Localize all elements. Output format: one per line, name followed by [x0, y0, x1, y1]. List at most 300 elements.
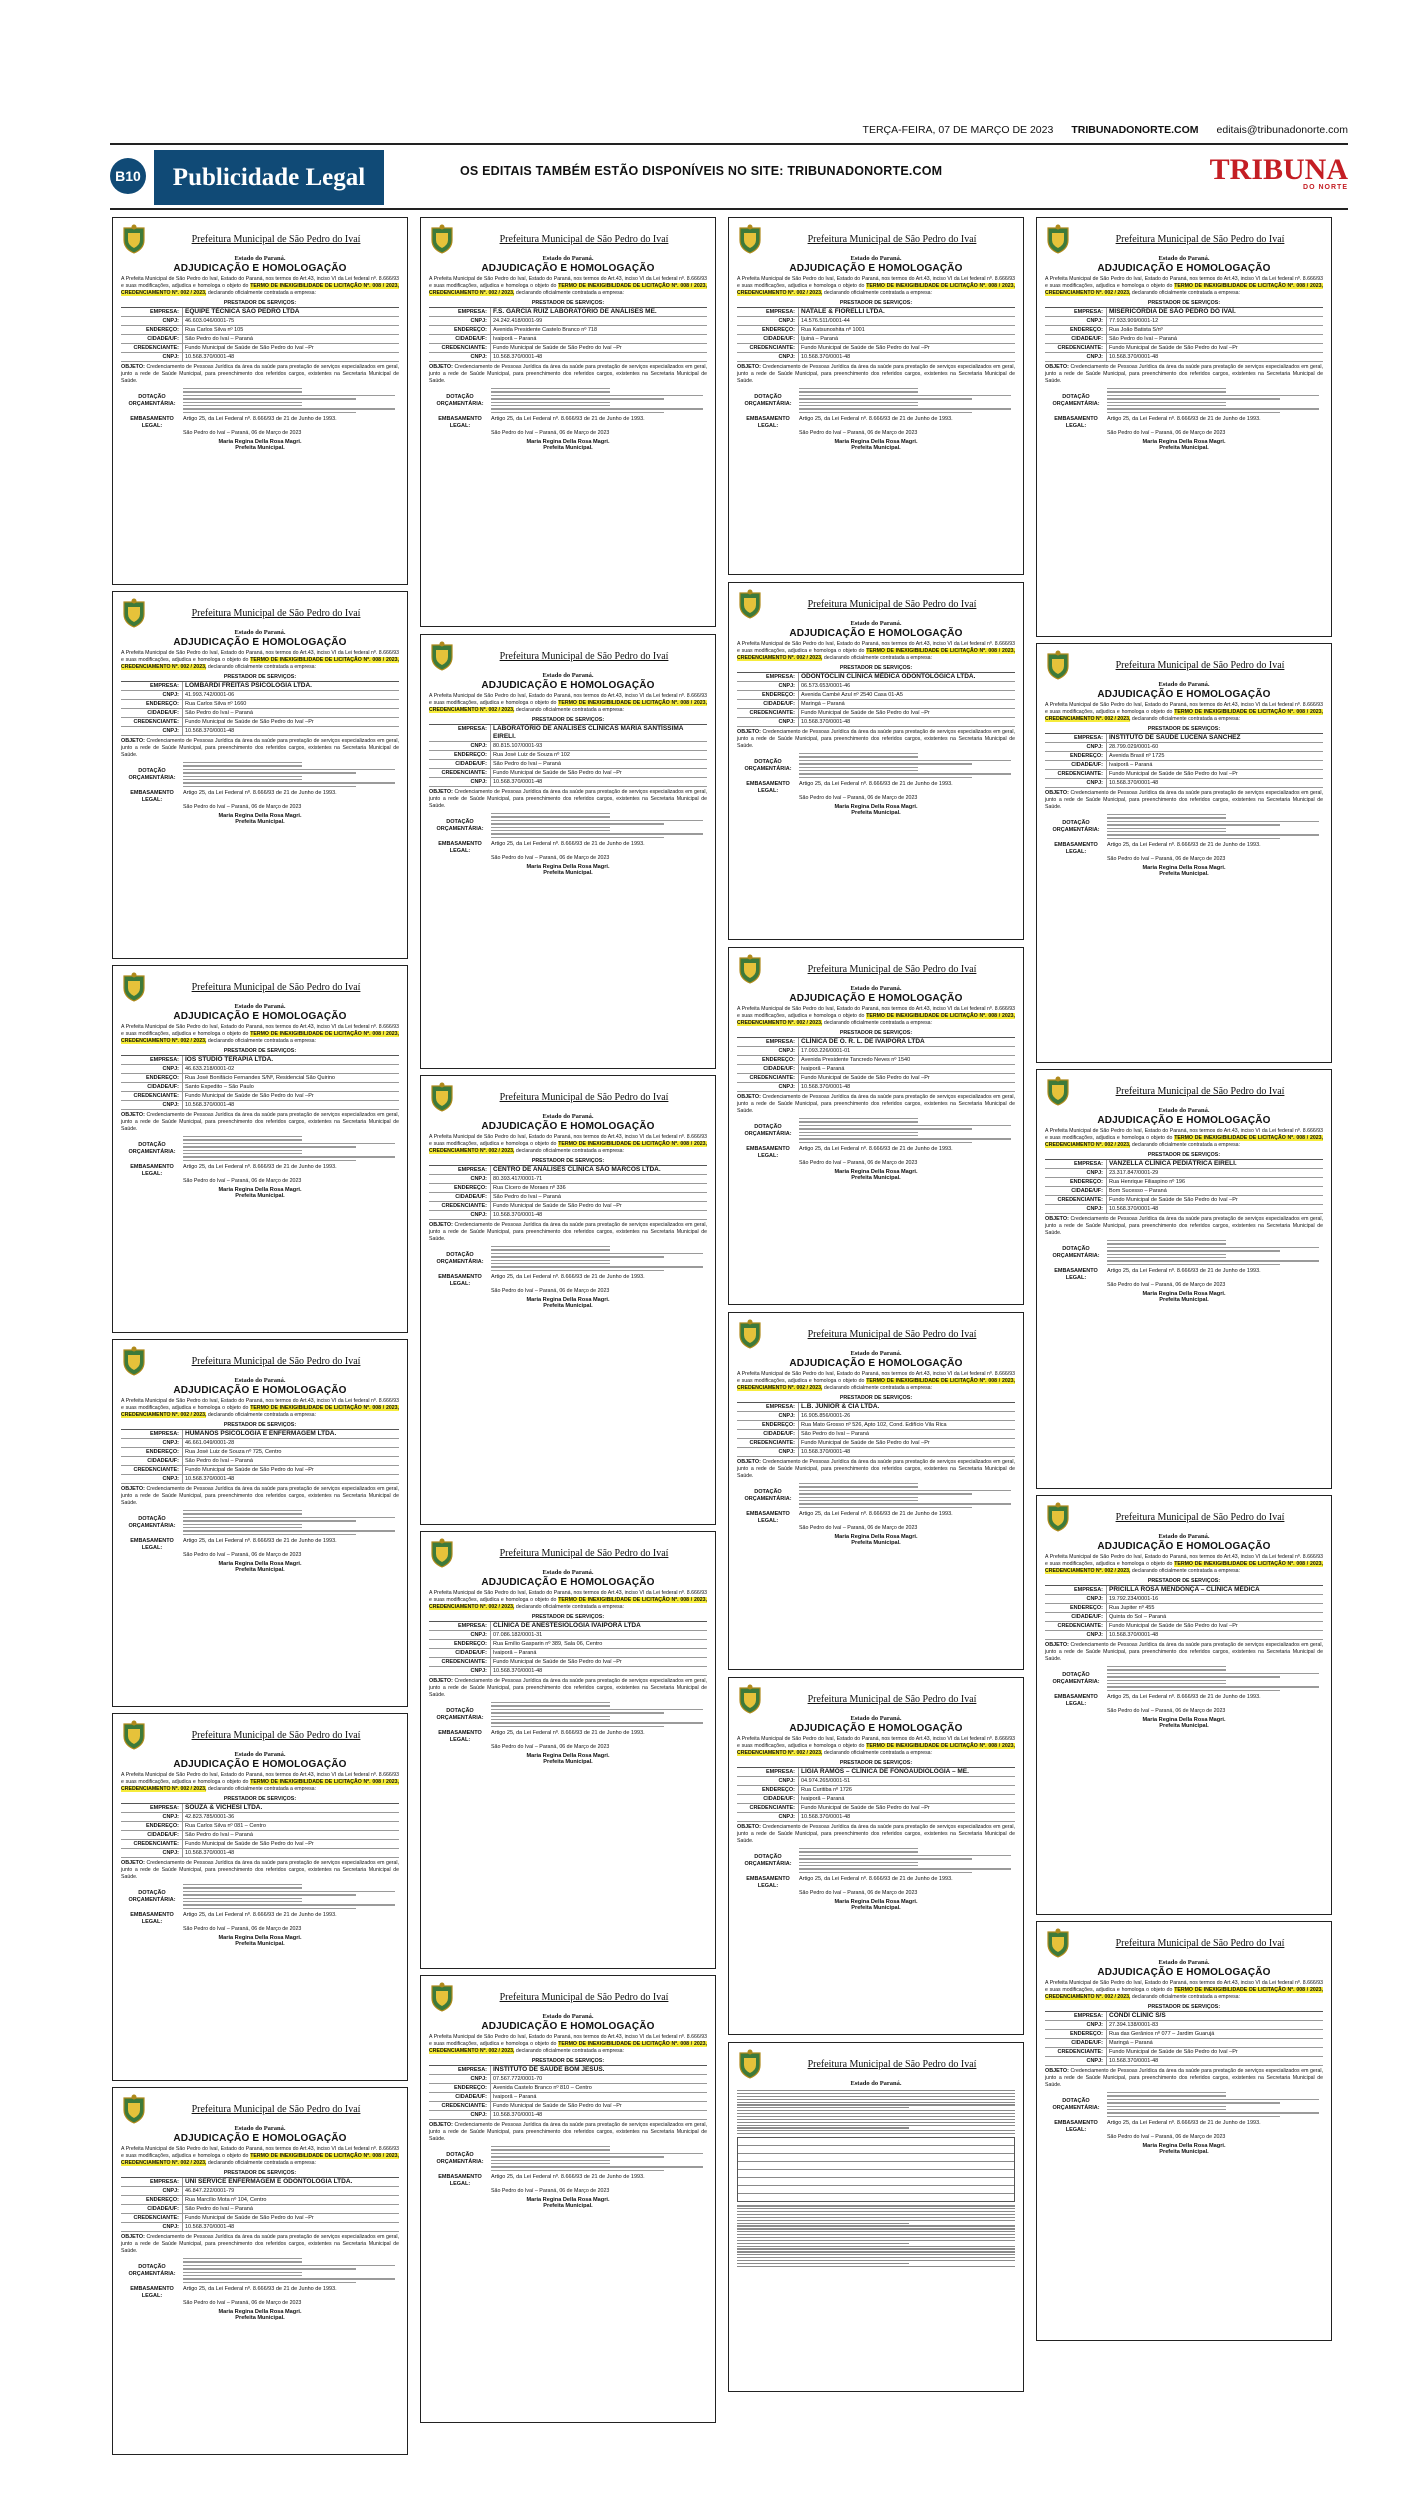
- notice-credenciante-cnpj: 10.568.370/0001-48: [799, 718, 1015, 727]
- notice-signer: Maria Regina Della Rosa Magri.: [218, 1561, 302, 1568]
- notice-address: Rua Marcílio Mota nº 104, Centro: [183, 2196, 399, 2205]
- notice-details: EMPRESA: CLÍNICA DE ANESTESIOLOGIA IVAIPORÃ LTDA CNPJ: 07.086.182/0001-31 ENDEREÇO: Rua Emílio Gasparin nº 389, Sala 06, Centro CIDADE/UF: Ivaiporã – Paraná CREDENCIANTE: Fundo Municipal de Saúde de São Pedro do Ivaí –Pr CNPJ: 10.568.370/0001-48: [429, 1621, 707, 1676]
- notice-box-extract: [728, 2042, 1024, 2392]
- notice-company: CLÍNICA DE ANESTESIOLOGIA IVAIPORÃ LTDA: [491, 1622, 707, 1631]
- notice-intro: A Prefeita Municipal de São Pedro do Ivaí, Estado do Paraná, nos termos do Art.43, inciso VI da Lei federal nº. 8.666/93 e suas modificações, adjudica e homologa o objeto do TERMO DE INEXIGIBILIDADE DE LICITAÇÃO Nº. 008 / 2023, CREDENCIAMENTO Nº. 002 / 2023, declarando oficialmente contratada a empresa:: [429, 1590, 707, 1610]
- notice-details: EMPRESA: LABORATÓRIO DE ANÁLISES CLÍNICAS MARIA SANTÍSSIMA EIRELI. CNPJ: 80.815.107/0001-93 ENDEREÇO: Rua José Luiz de Souza nº 102 CIDADE/UF: São Pedro do Ivaí – Paraná CREDENCIANTE: Fundo Municipal de Saúde de São Pedro do Ivaí –Pr CNPJ: 10.568.370/0001-48: [429, 724, 707, 787]
- notice-cnpj: 23.317.847/0001-29: [1107, 1169, 1323, 1178]
- notice-budget: DOTAÇÃO ORÇAMENTÁRIA:: [121, 1883, 399, 1910]
- notice-legal-basis: EMBASAMENTO LEGAL: Artigo 25, da Lei Federal nº. 8.666/93 de 21 de Junho de 1993.: [438, 416, 645, 430]
- notice-signer-role: Prefeita Municipal.: [851, 1905, 901, 1912]
- notice-legal-basis: EMBASAMENTO LEGAL: Artigo 25, da Lei Federal nº. 8.666/93 de 21 de Junho de 1993.: [746, 1876, 953, 1890]
- notice-box: [728, 947, 1024, 1305]
- notice-details: EMPRESA: INSTITUTO DE SAÚDE LUCENA SANCHEZ CNPJ: 28.799.029/0001-60 ENDEREÇO: Avenida Brasil nº 1725 CIDADE/UF: Ivaiporã – Paraná CREDENCIANTE: Fundo Municipal de Saúde de São Pedro do Ivaí –Pr CNPJ: 10.568.370/0001-48: [1045, 733, 1323, 788]
- notice-address: Rua das Gerânios nº 077 – Jardim Guarujá: [1107, 2030, 1323, 2039]
- notice-state: Estado do Paraná.: [850, 985, 902, 992]
- notice-prestador-label: PRESTADOR DE SERVIÇOS:: [839, 1395, 913, 1401]
- notice-credenciante-cnpj: 10.568.370/0001-48: [1107, 779, 1323, 788]
- notice-details: EMPRESA: IOS STUDIO TERAPIA LTDA. CNPJ: 46.633.218/0001-02 ENDEREÇO: Rua José Bonifácio Fernandes S/Nº, Residencial São Quirino CIDADE/UF: Santo Expedito – São Paulo CREDENCIANTE: Fundo Municipal de Saúde de São Pedro do Ivaí –Pr CNPJ: 10.568.370/0001-48: [121, 1055, 399, 1110]
- notice-company: SOUZA & VICHESI LTDA.: [183, 1804, 399, 1813]
- notice-title: ADJUDICAÇÃO E HOMOLOGAÇÃO: [789, 1723, 963, 1734]
- notice-prestador-label: PRESTADOR DE SERVIÇOS:: [223, 2170, 297, 2176]
- notice-box: [1036, 1921, 1332, 2341]
- municipal-crest-icon: [737, 2049, 763, 2079]
- notice-signer-role: Prefeita Municipal.: [851, 1175, 901, 1182]
- notice-municipality: Prefeitura Municipal de São Pedro do Ivaí: [191, 981, 361, 993]
- notice-budget: DOTAÇÃO ORÇAMENTÁRIA:: [737, 1847, 1015, 1874]
- notice-place-date: São Pedro do Ivaí – Paraná, 06 de Março de 2023: [491, 2188, 610, 2195]
- notice-credenciante: Fundo Municipal de Saúde de São Pedro do Ivaí –Pr: [799, 709, 1015, 718]
- notice-city: Maringá – Paraná: [799, 700, 1015, 709]
- notice-state: Estado do Paraná.: [850, 255, 902, 262]
- notice-signer: Maria Regina Della Rosa Magri.: [218, 813, 302, 820]
- notice-signer-role: Prefeita Municipal.: [235, 1193, 285, 1200]
- notice-address: Rua Curitiba nº 1726: [799, 1786, 1015, 1795]
- notice-place-date: São Pedro do Ivaí – Paraná, 06 de Março de 2023: [183, 804, 302, 811]
- notice-title: ADJUDICAÇÃO E HOMOLOGAÇÃO: [173, 637, 347, 648]
- notice-city: Ivaiporã – Paraná: [491, 2093, 707, 2102]
- notice-state: Estado do Paraná.: [850, 2080, 902, 2087]
- notice-term-highlight: TERMO DE INEXIGIBILIDADE DE LICITAÇÃO Nº. 008 / 2023, CREDENCIAMENTO Nº. 002 / 2023,: [1045, 283, 1323, 296]
- notice-city: Quinta do Sol – Paraná: [1107, 1613, 1323, 1622]
- notice-cnpj: 07.567.772/0001-70: [491, 2075, 707, 2084]
- notice-budget: DOTAÇÃO ORÇAMENTÁRIA:: [737, 1117, 1015, 1144]
- notice-city: Ivaiporã – Paraná: [1107, 761, 1323, 770]
- notice-box: [1036, 1495, 1332, 1915]
- notice-budget: DOTAÇÃO ORÇAMENTÁRIA:: [429, 1245, 707, 1272]
- notice-title: ADJUDICAÇÃO E HOMOLOGAÇÃO: [789, 628, 963, 639]
- notice-municipality: Prefeitura Municipal de São Pedro do Ivaí: [499, 233, 669, 245]
- notice-cnpj: 77.933.909/0001-12: [1107, 317, 1323, 326]
- notice-title: ADJUDICAÇÃO E HOMOLOGAÇÃO: [1097, 1967, 1271, 1978]
- notice-municipality: Prefeitura Municipal de São Pedro do Ivaí: [499, 1091, 669, 1103]
- notice-credenciante-cnpj: 10.568.370/0001-48: [491, 1667, 707, 1676]
- notice-term-highlight: TERMO DE INEXIGIBILIDADE DE LICITAÇÃO Nº. 008 / 2023, CREDENCIAMENTO Nº. 002 / 2023,: [737, 1743, 1015, 1756]
- notice-credenciante-cnpj: 10.568.370/0001-48: [183, 727, 399, 736]
- notice-company: MISERICÓRDIA DE SÃO PEDRO DO IVAÍ.: [1107, 308, 1323, 317]
- notice-title: ADJUDICAÇÃO E HOMOLOGAÇÃO: [173, 1011, 347, 1022]
- notice-state: Estado do Paraná.: [234, 2125, 286, 2132]
- notice-title: ADJUDICAÇÃO E HOMOLOGAÇÃO: [789, 1358, 963, 1369]
- municipal-crest-icon: [121, 2094, 147, 2124]
- notice-prestador-label: PRESTADOR DE SERVIÇOS:: [223, 1796, 297, 1802]
- notice-place-date: São Pedro do Ivaí – Paraná, 06 de Março de 2023: [183, 1926, 302, 1933]
- notice-city: São Pedro do Ivaí – Paraná: [799, 1430, 1015, 1439]
- notice-details: EMPRESA: CONDI CLINIC S/S CNPJ: 27.394.138/0001-83 ENDEREÇO: Rua das Gerânios nº 077 – Jardim Guarujá CIDADE/UF: Maringá – Paraná CREDENCIANTE: Fundo Municipal de Saúde de São Pedro do Ivaí –Pr CNPJ: 10.568.370/0001-48: [1045, 2011, 1323, 2066]
- notice-municipality: Prefeitura Municipal de São Pedro do Ivaí: [191, 1355, 361, 1367]
- notice-credenciante-cnpj: 10.568.370/0001-48: [183, 1849, 399, 1858]
- notice-state: Estado do Paraná.: [234, 629, 286, 636]
- notice-title: ADJUDICAÇÃO E HOMOLOGAÇÃO: [1097, 1541, 1271, 1552]
- notice-intro: A Prefeita Municipal de São Pedro do Ivaí, Estado do Paraná, nos termos do Art.43, inciso VI da Lei federal nº. 8.666/93 e suas modificações, adjudica e homologa o objeto do TERMO DE INEXIGIBILIDADE DE LICITAÇÃO Nº. 008 / 2023, CREDENCIAMENTO Nº. 002 / 2023, declarando oficialmente contratada a empresa:: [121, 650, 399, 670]
- notice-company: IOS STUDIO TERAPIA LTDA.: [183, 1056, 399, 1065]
- notice-credenciante-cnpj: 10.568.370/0001-48: [1107, 353, 1323, 362]
- notice-details: EMPRESA: F.S. GARCIA RUIZ LABORATÓRIO DE ANÁLISES ME. CNPJ: 24.242.418/0001-99 ENDEREÇO: Avenida Presidente Castelo Branco nº 718 CIDADE/UF: Ivaiporã – Paraná CREDENCIANTE: Fundo Municipal de Saúde de São Pedro do Ivaí –Pr CNPJ: 10.568.370/0001-48: [429, 307, 707, 362]
- notice-state: Estado do Paraná.: [542, 2013, 594, 2020]
- notice-title: ADJUDICAÇÃO E HOMOLOGAÇÃO: [481, 2021, 655, 2032]
- notice-signer: Maria Regina Della Rosa Magri.: [1142, 865, 1226, 872]
- municipal-crest-icon: [121, 972, 147, 1002]
- notice-cnpj: 16.905.856/0001-26: [799, 1412, 1015, 1421]
- notice-municipality: Prefeitura Municipal de São Pedro do Ivaí: [1115, 659, 1285, 671]
- logo-sub: DO NORTE: [1303, 184, 1348, 191]
- notice-signer-role: Prefeita Municipal.: [543, 1303, 593, 1310]
- notice-cnpj: 17.093.226/0001-01: [799, 1047, 1015, 1056]
- notice-signer: Maria Regina Della Rosa Magri.: [1142, 1291, 1226, 1298]
- notice-credenciante: Fundo Municipal de Saúde de São Pedro do Ivaí –Pr: [491, 1202, 707, 1211]
- notice-municipality: Prefeitura Municipal de São Pedro do Ivaí: [1115, 1511, 1285, 1523]
- notice-legal-basis: EMBASAMENTO LEGAL: Artigo 25, da Lei Federal nº. 8.666/93 de 21 de Junho de 1993.: [746, 1146, 953, 1160]
- notice-address: Avenida Castelo Branco nº 810 – Centro: [491, 2084, 707, 2093]
- municipal-crest-icon: [1045, 1502, 1071, 1532]
- notice-credenciante-cnpj: 10.568.370/0001-48: [491, 353, 707, 362]
- notice-signer: Maria Regina Della Rosa Magri.: [1142, 2143, 1226, 2150]
- notice-address: Rua José Luiz de Souza nº 725, Centro: [183, 1448, 399, 1457]
- notice-city: Maringá – Paraná: [1107, 2039, 1323, 2048]
- notice-budget: DOTAÇÃO ORÇAMENTÁRIA:: [429, 1701, 707, 1728]
- notice-municipality: Prefeitura Municipal de São Pedro do Ivaí: [1115, 1937, 1285, 1949]
- notice-place-date: São Pedro do Ivaí – Paraná, 06 de Março de 2023: [1107, 2134, 1226, 2141]
- notice-object: OBJETO: Credenciamento de Pessoas Jurídica da área da saúde para prestação de serviços especializados em geral, junto a rede de Saúde Municipal, para preenchimento dos referidos cargos, existentes na Secretaria Municipal de Saúde.: [1045, 364, 1323, 384]
- page-number: B10: [110, 158, 146, 194]
- notice-budget: DOTAÇÃO ORÇAMENTÁRIA:: [121, 387, 399, 414]
- notice-title: ADJUDICAÇÃO E HOMOLOGAÇÃO: [173, 1759, 347, 1770]
- notice-details: EMPRESA: MISERICÓRDIA DE SÃO PEDRO DO IVAÍ. CNPJ: 77.933.909/0001-12 ENDEREÇO: Rua João Batista S/nº CIDADE/UF: São Pedro do Ivaí – Paraná CREDENCIANTE: Fundo Municipal de Saúde de São Pedro do Ivaí –Pr CNPJ: 10.568.370/0001-48: [1045, 307, 1323, 362]
- notice-box: [112, 1713, 408, 2081]
- notice-signer-role: Prefeita Municipal.: [1159, 1297, 1209, 1304]
- notice-intro: A Prefeita Municipal de São Pedro do Ivaí, Estado do Paraná, nos termos do Art.43, inciso VI da Lei federal nº. 8.666/93 e suas modificações, adjudica e homologa o objeto do TERMO DE INEXIGIBILIDADE DE LICITAÇÃO Nº. 008 / 2023, CREDENCIAMENTO Nº. 002 / 2023, declarando oficialmente contratada a empresa:: [1045, 1554, 1323, 1574]
- notice-cnpj: 04.974.265/0001-51: [799, 1777, 1015, 1786]
- notice-legal-basis: EMBASAMENTO LEGAL: Artigo 25, da Lei Federal nº. 8.666/93 de 21 de Junho de 1993.: [438, 1274, 645, 1288]
- notice-legal-basis: EMBASAMENTO LEGAL: Artigo 25, da Lei Federal nº. 8.666/93 de 21 de Junho de 1993.: [1054, 1268, 1261, 1282]
- notice-city: São Pedro do Ivaí – Paraná: [491, 1193, 707, 1202]
- notice-company: LABORATÓRIO DE ANÁLISES CLÍNICAS MARIA SANTÍSSIMA EIRELI.: [491, 725, 707, 742]
- notice-cnpj: 06.573.653/0001-46: [799, 682, 1015, 691]
- notice-term-highlight: TERMO DE INEXIGIBILIDADE DE LICITAÇÃO Nº. 008 / 2023, CREDENCIAMENTO Nº. 002 / 2023,: [1045, 709, 1323, 722]
- notice-place-date: São Pedro do Ivaí – Paraná, 06 de Março de 2023: [183, 2300, 302, 2307]
- notice-intro: A Prefeita Municipal de São Pedro do Ivaí, Estado do Paraná, nos termos do Art.43, inciso VI da Lei federal nº. 8.666/93 e suas modificações, adjudica e homologa o objeto do TERMO DE INEXIGIBILIDADE DE LICITAÇÃO Nº. 008 / 2023, CREDENCIAMENTO Nº. 002 / 2023, declarando oficialmente contratada a empresa:: [429, 2034, 707, 2054]
- notice-signer: Maria Regina Della Rosa Magri.: [834, 1169, 918, 1176]
- notice-address: Avenida Cambé Azul nº 2540 Casa 01-A5: [799, 691, 1015, 700]
- notice-cnpj: 46.661.049/0001-28: [183, 1439, 399, 1448]
- notice-object: OBJETO: Credenciamento de Pessoas Jurídica da área da saúde para prestação de serviços especializados em geral, junto a rede de Saúde Municipal, para preenchimento dos referidos cargos, existentes na Secretaria Municipal de Saúde.: [737, 364, 1015, 384]
- notice-intro: A Prefeita Municipal de São Pedro do Ivaí, Estado do Paraná, nos termos do Art.43, inciso VI da Lei federal nº. 8.666/93 e suas modificações, adjudica e homologa o objeto do TERMO DE INEXIGIBILIDADE DE LICITAÇÃO Nº. 008 / 2023, CREDENCIAMENTO Nº. 002 / 2023, declarando oficialmente contratada a empresa:: [737, 1371, 1015, 1391]
- notice-credenciante-cnpj: 10.568.370/0001-48: [183, 2223, 399, 2232]
- notice-credenciante: Fundo Municipal de Saúde de São Pedro do Ivaí –Pr: [183, 1466, 399, 1475]
- notice-intro: A Prefeita Municipal de São Pedro do Ivaí, Estado do Paraná, nos termos do Art.43, inciso VI da Lei federal nº. 8.666/93 e suas modificações, adjudica e homologa o objeto do TERMO DE INEXIGIBILIDADE DE LICITAÇÃO Nº. 008 / 2023, CREDENCIAMENTO Nº. 002 / 2023, declarando oficialmente contratada a empresa:: [429, 693, 707, 713]
- notice-company: ODONTOCLIN CLÍNICA MÉDICA ODONTOLÓGICA LTDA.: [799, 673, 1015, 682]
- notice-legal-basis: EMBASAMENTO LEGAL: Artigo 25, da Lei Federal nº. 8.666/93 de 21 de Junho de 1993.: [130, 1912, 337, 1926]
- notice-legal-basis: EMBASAMENTO LEGAL: Artigo 25, da Lei Federal nº. 8.666/93 de 21 de Junho de 1993.: [130, 790, 337, 804]
- notice-title: ADJUDICAÇÃO E HOMOLOGAÇÃO: [789, 993, 963, 1004]
- notice-term-highlight: TERMO DE INEXIGIBILIDADE DE LICITAÇÃO Nº. 008 / 2023, CREDENCIAMENTO Nº. 002 / 2023,: [429, 283, 707, 296]
- notice-budget: DOTAÇÃO ORÇAMENTÁRIA:: [737, 387, 1015, 414]
- municipal-crest-icon: [737, 224, 763, 254]
- notice-legal-basis: EMBASAMENTO LEGAL: Artigo 25, da Lei Federal nº. 8.666/93 de 21 de Junho de 1993.: [130, 1538, 337, 1552]
- notice-signer-role: Prefeita Municipal.: [543, 445, 593, 452]
- notice-budget: DOTAÇÃO ORÇAMENTÁRIA:: [121, 1135, 399, 1162]
- municipal-crest-icon: [737, 1684, 763, 1714]
- notice-box: [420, 1531, 716, 1969]
- notice-object: OBJETO: Credenciamento de Pessoas Jurídica da área da saúde para prestação de serviços especializados em geral, junto a rede de Saúde Municipal, para preenchimento dos referidos cargos, existentes na Secretaria Municipal de Saúde.: [121, 364, 399, 384]
- notice-object: OBJETO: Credenciamento de Pessoas Jurídica da área da saúde para prestação de serviços especializados em geral, junto a rede de Saúde Municipal, para preenchimento dos referidos cargos, existentes na Secretaria Municipal de Saúde.: [429, 1678, 707, 1698]
- municipal-crest-icon: [1045, 224, 1071, 254]
- notice-box: [728, 582, 1024, 940]
- logo-main: TRIBUNA: [1209, 153, 1348, 186]
- notice-credenciante: Fundo Municipal de Saúde de São Pedro do Ivaí –Pr: [183, 1840, 399, 1849]
- notice-municipality: Prefeitura Municipal de São Pedro do Ivaí: [1115, 1085, 1285, 1097]
- notice-budget: DOTAÇÃO ORÇAMENTÁRIA:: [121, 1509, 399, 1536]
- notice-credenciante: Fundo Municipal de Saúde de São Pedro do Ivaí –Pr: [1107, 2048, 1323, 2057]
- notice-place-date: São Pedro do Ivaí – Paraná, 06 de Março de 2023: [1107, 856, 1226, 863]
- notice-box: [112, 217, 408, 585]
- notice-city: São Pedro do Ivaí – Paraná: [183, 335, 399, 344]
- notice-dense-text-2: [737, 2205, 1015, 2267]
- notice-signer-role: Prefeita Municipal.: [235, 1567, 285, 1574]
- notice-cnpj: 19.792.234/0001-16: [1107, 1595, 1323, 1604]
- notice-credenciante-cnpj: 10.568.370/0001-48: [491, 1211, 707, 1220]
- notice-credenciante: Fundo Municipal de Saúde de São Pedro do Ivaí –Pr: [491, 2102, 707, 2111]
- notice-company: VANZELLA CLÍNICA PEDIÁTRICA EIRELI.: [1107, 1160, 1323, 1169]
- notice-object: OBJETO: Credenciamento de Pessoas Jurídica da área da saúde para prestação de serviços especializados em geral, junto a rede de Saúde Municipal, para preenchimento dos referidos cargos, existentes na Secretaria Municipal de Saúde.: [429, 2122, 707, 2142]
- notice-title: ADJUDICAÇÃO E HOMOLOGAÇÃO: [481, 263, 655, 274]
- notice-state: Estado do Paraná.: [850, 1715, 902, 1722]
- notice-intro: A Prefeita Municipal de São Pedro do Ivaí, Estado do Paraná, nos termos do Art.43, inciso VI da Lei federal nº. 8.666/93 e suas modificações, adjudica e homologa o objeto do TERMO DE INEXIGIBILIDADE DE LICITAÇÃO Nº. 008 / 2023, CREDENCIAMENTO Nº. 002 / 2023, declarando oficialmente contratada a empresa:: [737, 1736, 1015, 1756]
- notice-legal-basis: EMBASAMENTO LEGAL: Artigo 25, da Lei Federal nº. 8.666/93 de 21 de Junho de 1993.: [746, 1511, 953, 1525]
- notice-state: Estado do Paraná.: [542, 1113, 594, 1120]
- notice-state: Estado do Paraná.: [542, 672, 594, 679]
- notice-prestador-label: PRESTADOR DE SERVIÇOS:: [531, 2058, 605, 2064]
- notice-cnpj: 41.993.742/0001-06: [183, 691, 399, 700]
- notice-address: Rua Mato Grosso nº 526, Apto 102, Cond. Edifício Vila Rica: [799, 1421, 1015, 1430]
- notice-place-date: São Pedro do Ivaí – Paraná, 06 de Março de 2023: [491, 1288, 610, 1295]
- notice-title: ADJUDICAÇÃO E HOMOLOGAÇÃO: [173, 2133, 347, 2144]
- notice-box: [728, 217, 1024, 575]
- municipal-crest-icon: [737, 589, 763, 619]
- notice-budget: DOTAÇÃO ORÇAMENTÁRIA:: [429, 812, 707, 839]
- notice-signer: Maria Regina Della Rosa Magri.: [834, 1534, 918, 1541]
- masthead: [110, 120, 1348, 140]
- notice-company: LIGIA RAMOS – CLÍNICA DE FONOAUDIOLOGIA – ME.: [799, 1768, 1015, 1777]
- notice-object: OBJETO: Credenciamento de Pessoas Jurídica da área da saúde para prestação de serviços especializados em geral, junto a rede de Saúde Municipal, para preenchimento dos referidos cargos, existentes na Secretaria Municipal de Saúde.: [1045, 1216, 1323, 1236]
- notice-prestador-label: PRESTADOR DE SERVIÇOS:: [1147, 726, 1221, 732]
- notice-title: ADJUDICAÇÃO E HOMOLOGAÇÃO: [1097, 689, 1271, 700]
- municipal-crest-icon: [429, 1982, 455, 2012]
- notice-signer: Maria Regina Della Rosa Magri.: [526, 1297, 610, 1304]
- notice-legal-basis: EMBASAMENTO LEGAL: Artigo 25, da Lei Federal nº. 8.666/93 de 21 de Junho de 1993.: [1054, 2120, 1261, 2134]
- municipal-crest-icon: [737, 1319, 763, 1349]
- notice-municipality: Prefeitura Municipal de São Pedro do Ivaí: [191, 607, 361, 619]
- notice-credenciante-cnpj: 10.568.370/0001-48: [1107, 1205, 1323, 1214]
- notice-state: Estado do Paraná.: [542, 1569, 594, 1576]
- notice-signer-role: Prefeita Municipal.: [1159, 1723, 1209, 1730]
- notice-details: EMPRESA: ODONTOCLIN CLÍNICA MÉDICA ODONTOLÓGICA LTDA. CNPJ: 06.573.653/0001-46 ENDEREÇO: Avenida Cambé Azul nº 2540 Casa 01-A5 CIDADE/UF: Maringá – Paraná CREDENCIANTE: Fundo Municipal de Saúde de São Pedro do Ivaí –Pr CNPJ: 10.568.370/0001-48: [737, 672, 1015, 727]
- notice-budget: DOTAÇÃO ORÇAMENTÁRIA:: [1045, 1665, 1323, 1692]
- notice-municipality: Prefeitura Municipal de São Pedro do Ivaí: [191, 2103, 361, 2115]
- notice-company: PRICILLA ROSA MENDONÇA – CLÍNICA MÉDICA: [1107, 1586, 1323, 1595]
- notice-term-highlight: TERMO DE INEXIGIBILIDADE DE LICITAÇÃO Nº. 008 / 2023, CREDENCIAMENTO Nº. 002 / 2023,: [121, 283, 399, 296]
- notice-term-highlight: TERMO DE INEXIGIBILIDADE DE LICITAÇÃO Nº. 008 / 2023, CREDENCIAMENTO Nº. 002 / 2023,: [121, 657, 399, 670]
- section-band: [110, 150, 1348, 205]
- notice-legal-basis: EMBASAMENTO LEGAL: Artigo 25, da Lei Federal nº. 8.666/93 de 21 de Junho de 1993.: [438, 841, 645, 855]
- notice-credenciante: Fundo Municipal de Saúde de São Pedro do Ivaí –Pr: [799, 1074, 1015, 1083]
- notice-term-highlight: TERMO DE INEXIGIBILIDADE DE LICITAÇÃO Nº. 008 / 2023, CREDENCIAMENTO Nº. 002 / 2023,: [429, 2041, 707, 2054]
- municipal-crest-icon: [429, 1082, 455, 1112]
- notice-signer-role: Prefeita Municipal.: [851, 445, 901, 452]
- masthead-site[interactable]: TRIBUNADONORTE.COM: [1071, 124, 1199, 136]
- notice-object: OBJETO: Credenciamento de Pessoas Jurídica da área da saúde para prestação de serviços especializados em geral, junto a rede de Saúde Municipal, para preenchimento dos referidos cargos, existentes na Secretaria Municipal de Saúde.: [121, 1112, 399, 1132]
- notice-address: Rua Henrique Filiaspino nº 196: [1107, 1178, 1323, 1187]
- notice-cnpj: 46.603.046/0001-75: [183, 317, 399, 326]
- notice-legal-basis: EMBASAMENTO LEGAL: Artigo 25, da Lei Federal nº. 8.666/93 de 21 de Junho de 1993.: [746, 416, 953, 430]
- notice-municipality: Prefeitura Municipal de São Pedro do Ivaí: [191, 233, 361, 245]
- notice-intro: A Prefeita Municipal de São Pedro do Ivaí, Estado do Paraná, nos termos do Art.43, inciso VI da Lei federal nº. 8.666/93 e suas modificações, adjudica e homologa o objeto do TERMO DE INEXIGIBILIDADE DE LICITAÇÃO Nº. 008 / 2023, CREDENCIAMENTO Nº. 002 / 2023, declarando oficialmente contratada a empresa:: [121, 1398, 399, 1418]
- notice-municipality: Prefeitura Municipal de São Pedro do Ivaí: [499, 1991, 669, 2003]
- notice-details: EMPRESA: NATALE & FIORELLI LTDA. CNPJ: 14.576.511/0001-44 ENDEREÇO: Rua Katsunoshita nº 1001 CIDADE/UF: Ijuiná – Paraná CREDENCIANTE: Fundo Municipal de Saúde de São Pedro do Ivaí –Pr CNPJ: 10.568.370/0001-48: [737, 307, 1015, 362]
- notice-object: OBJETO: Credenciamento de Pessoas Jurídica da área da saúde para prestação de serviços especializados em geral, junto a rede de Saúde Municipal, para preenchimento dos referidos cargos, existentes na Secretaria Municipal de Saúde.: [737, 1824, 1015, 1844]
- notice-address: Rua José Luiz de Souza nº 102: [491, 751, 707, 760]
- notice-credenciante-cnpj: 10.568.370/0001-48: [491, 2111, 707, 2120]
- notice-place-date: São Pedro do Ivaí – Paraná, 06 de Março de 2023: [491, 855, 610, 862]
- notice-credenciante-cnpj: 10.568.370/0001-48: [183, 353, 399, 362]
- notice-city: São Pedro do Ivaí – Paraná: [1107, 335, 1323, 344]
- notice-details: EMPRESA: CLÍNICA DE O. R. L. DE IVAIPORÃ LTDA CNPJ: 17.093.226/0001-01 ENDEREÇO: Avenida Presidente Tancredo Neves nº 1540 CIDADE/UF: Ivaiporã – Paraná CREDENCIANTE: Fundo Municipal de Saúde de São Pedro do Ivaí –Pr CNPJ: 10.568.370/0001-48: [737, 1037, 1015, 1092]
- notice-address: Rua Carlos Silva nº 1660: [183, 700, 399, 709]
- notice-signer-role: Prefeita Municipal.: [235, 445, 285, 452]
- notice-term-highlight: TERMO DE INEXIGIBILIDADE DE LICITAÇÃO Nº. 008 / 2023, CREDENCIAMENTO Nº. 002 / 2023,: [737, 283, 1015, 296]
- notice-address: Avenida Presidente Castelo Branco nº 718: [491, 326, 707, 335]
- municipal-crest-icon: [121, 598, 147, 628]
- notice-company: F.S. GARCIA RUIZ LABORATÓRIO DE ANÁLISES ME.: [491, 308, 707, 317]
- notice-prestador-label: PRESTADOR DE SERVIÇOS:: [531, 1614, 605, 1620]
- notice-company: CLÍNICA DE O. R. L. DE IVAIPORÃ LTDA: [799, 1038, 1015, 1047]
- notice-prestador-label: PRESTADOR DE SERVIÇOS:: [1147, 1578, 1221, 1584]
- notice-cnpj: 46.847.222/0001-79: [183, 2187, 399, 2196]
- notice-prestador-label: PRESTADOR DE SERVIÇOS:: [531, 717, 605, 723]
- notice-address: Rua Emílio Gasparin nº 389, Sala 06, Centro: [491, 1640, 707, 1649]
- notice-legal-basis: EMBASAMENTO LEGAL: Artigo 25, da Lei Federal nº. 8.666/93 de 21 de Junho de 1993.: [1054, 1694, 1261, 1708]
- band-rule: [110, 208, 1348, 210]
- notice-address: Rua João Batista S/nº: [1107, 326, 1323, 335]
- masthead-email[interactable]: editais@tribunadonorte.com: [1216, 124, 1348, 136]
- notice-municipality: Prefeitura Municipal de São Pedro do Ivaí: [807, 1328, 977, 1340]
- notice-address: Rua Carlos Silva nº 081 – Centro: [183, 1822, 399, 1831]
- notice-credenciante-cnpj: 10.568.370/0001-48: [799, 1813, 1015, 1822]
- notice-budget: DOTAÇÃO ORÇAMENTÁRIA:: [1045, 813, 1323, 840]
- notice-box: [728, 1312, 1024, 1670]
- notice-place-date: São Pedro do Ivaí – Paraná, 06 de Março de 2023: [799, 1160, 918, 1167]
- notice-signer-role: Prefeita Municipal.: [851, 1540, 901, 1547]
- notice-budget: DOTAÇÃO ORÇAMENTÁRIA:: [1045, 387, 1323, 414]
- notice-details: EMPRESA: UNI SERVICE ENFERMAGEM E ODONTOLOGIA LTDA. CNPJ: 46.847.222/0001-79 ENDEREÇO: Rua Marcílio Mota nº 104, Centro CIDADE/UF: São Pedro do Ivaí – Paraná CREDENCIANTE: Fundo Municipal de Saúde de São Pedro do Ivaí –Pr CNPJ: 10.568.370/0001-48: [121, 2177, 399, 2232]
- notice-budget: DOTAÇÃO ORÇAMENTÁRIA:: [737, 1482, 1015, 1509]
- municipal-crest-icon: [121, 1720, 147, 1750]
- notice-box: [112, 591, 408, 959]
- notice-place-date: São Pedro do Ivaí – Paraná, 06 de Março de 2023: [1107, 430, 1226, 437]
- notice-prestador-label: PRESTADOR DE SERVIÇOS:: [1147, 300, 1221, 306]
- notice-signer-role: Prefeita Municipal.: [235, 819, 285, 826]
- notice-municipality: Prefeitura Municipal de São Pedro do Ivaí: [807, 2058, 977, 2070]
- notice-cnpj: 07.086.182/0001-31: [491, 1631, 707, 1640]
- notice-signer-role: Prefeita Municipal.: [543, 1759, 593, 1766]
- notice-place-date: São Pedro do Ivaí – Paraná, 06 de Março de 2023: [1107, 1708, 1226, 1715]
- notice-credenciante: Fundo Municipal de Saúde de São Pedro do Ivaí –Pr: [1107, 770, 1323, 779]
- notice-box: [420, 1075, 716, 1525]
- notice-legal-basis: EMBASAMENTO LEGAL: Artigo 25, da Lei Federal nº. 8.666/93 de 21 de Junho de 1993.: [130, 416, 337, 430]
- notice-signer: Maria Regina Della Rosa Magri.: [218, 1935, 302, 1942]
- notice-city: Ivaiporã – Paraná: [491, 335, 707, 344]
- notice-credenciante: Fundo Municipal de Saúde de São Pedro do Ivaí –Pr: [491, 344, 707, 353]
- municipal-crest-icon: [429, 641, 455, 671]
- notice-term-highlight: TERMO DE INEXIGIBILIDADE DE LICITAÇÃO Nº. 008 / 2023, CREDENCIAMENTO Nº. 002 / 2023,: [1045, 1561, 1323, 1574]
- notice-title: ADJUDICAÇÃO E HOMOLOGAÇÃO: [1097, 263, 1271, 274]
- notice-address: Rua Cícero de Moraes nº 336: [491, 1184, 707, 1193]
- notice-credenciante-cnpj: 10.568.370/0001-48: [799, 353, 1015, 362]
- notice-details: EMPRESA: HUMANOS PSICOLOGIA E ENFERMAGEM LTDA. CNPJ: 46.661.049/0001-28 ENDEREÇO: Rua José Luiz de Souza nº 725, Centro CIDADE/UF: São Pedro do Ivaí – Paraná CREDENCIANTE: Fundo Municipal de Saúde de São Pedro do Ivaí –Pr CNPJ: 10.568.370/0001-48: [121, 1429, 399, 1484]
- notice-municipality: Prefeitura Municipal de São Pedro do Ivaí: [1115, 233, 1285, 245]
- notice-prestador-label: PRESTADOR DE SERVIÇOS:: [839, 1760, 913, 1766]
- notice-prestador-label: PRESTADOR DE SERVIÇOS:: [223, 1422, 297, 1428]
- notice-credenciante: Fundo Municipal de Saúde de São Pedro do Ivaí –Pr: [1107, 1622, 1323, 1631]
- notice-signer: Maria Regina Della Rosa Magri.: [526, 1753, 610, 1760]
- notice-legal-basis: EMBASAMENTO LEGAL: Artigo 25, da Lei Federal nº. 8.666/93 de 21 de Junho de 1993.: [130, 1164, 337, 1178]
- notice-signer: Maria Regina Della Rosa Magri.: [526, 2197, 610, 2204]
- notice-signer: Maria Regina Della Rosa Magri.: [218, 1187, 302, 1194]
- notice-credenciante-cnpj: 10.568.370/0001-48: [1107, 1631, 1323, 1640]
- notice-legal-basis: EMBASAMENTO LEGAL: Artigo 25, da Lei Federal nº. 8.666/93 de 21 de Junho de 1993.: [746, 781, 953, 795]
- notice-budget: DOTAÇÃO ORÇAMENTÁRIA:: [429, 387, 707, 414]
- notice-term-highlight: TERMO DE INEXIGIBILIDADE DE LICITAÇÃO Nº. 008 / 2023, CREDENCIAMENTO Nº. 002 / 2023,: [429, 1597, 707, 1610]
- notice-budget: DOTAÇÃO ORÇAMENTÁRIA:: [737, 752, 1015, 779]
- notice-address: Rua José Bonifácio Fernandes S/Nº, Residencial São Quirino: [183, 1074, 399, 1083]
- notice-city: São Pedro do Ivaí – Paraná: [183, 2205, 399, 2214]
- notice-intro: A Prefeita Municipal de São Pedro do Ivaí, Estado do Paraná, nos termos do Art.43, inciso VI da Lei federal nº. 8.666/93 e suas modificações, adjudica e homologa o objeto do TERMO DE INEXIGIBILIDADE DE LICITAÇÃO Nº. 008 / 2023, CREDENCIAMENTO Nº. 002 / 2023, declarando oficialmente contratada a empresa:: [429, 1134, 707, 1154]
- notice-budget: DOTAÇÃO ORÇAMENTÁRIA:: [121, 761, 399, 788]
- section-title: Publicidade Legal: [154, 150, 384, 205]
- notice-credenciante-cnpj: 10.568.370/0001-48: [799, 1448, 1015, 1457]
- notice-mini-table: [737, 2137, 1015, 2202]
- municipal-crest-icon: [121, 1346, 147, 1376]
- notice-budget: DOTAÇÃO ORÇAMENTÁRIA:: [121, 2257, 399, 2284]
- notice-details: EMPRESA: SOUZA & VICHESI LTDA. CNPJ: 42.823.785/0001-36 ENDEREÇO: Rua Carlos Silva nº 081 – Centro CIDADE/UF: São Pedro do Ivaí – Paraná CREDENCIANTE: Fundo Municipal de Saúde de São Pedro do Ivaí –Pr CNPJ: 10.568.370/0001-48: [121, 1803, 399, 1858]
- notice-object: OBJETO: Credenciamento de Pessoas Jurídica da área da saúde para prestação de serviços especializados em geral, junto a rede de Saúde Municipal, para preenchimento dos referidos cargos, existentes na Secretaria Municipal de Saúde.: [121, 1486, 399, 1506]
- notice-company: CONDI CLINIC S/S: [1107, 2012, 1323, 2021]
- notice-term-highlight: TERMO DE INEXIGIBILIDADE DE LICITAÇÃO Nº. 008 / 2023, CREDENCIAMENTO Nº. 002 / 2023,: [121, 1031, 399, 1044]
- notice-place-date: São Pedro do Ivaí – Paraná, 06 de Março de 2023: [183, 1552, 302, 1559]
- notice-intro: A Prefeita Municipal de São Pedro do Ivaí, Estado do Paraná, nos termos do Art.43, inciso VI da Lei federal nº. 8.666/93 e suas modificações, adjudica e homologa o objeto do TERMO DE INEXIGIBILIDADE DE LICITAÇÃO Nº. 008 / 2023, CREDENCIAMENTO Nº. 002 / 2023, declarando oficialmente contratada a empresa:: [737, 641, 1015, 661]
- municipal-crest-icon: [121, 224, 147, 254]
- notice-term-highlight: TERMO DE INEXIGIBILIDADE DE LICITAÇÃO Nº. 008 / 2023, CREDENCIAMENTO Nº. 002 / 2023,: [1045, 1135, 1323, 1148]
- notice-legal-basis: EMBASAMENTO LEGAL: Artigo 25, da Lei Federal nº. 8.666/93 de 21 de Junho de 1993.: [1054, 842, 1261, 856]
- notice-prestador-label: PRESTADOR DE SERVIÇOS:: [839, 1030, 913, 1036]
- notice-credenciante: Fundo Municipal de Saúde de São Pedro do Ivaí –Pr: [183, 1092, 399, 1101]
- notice-legal-basis: EMBASAMENTO LEGAL: Artigo 25, da Lei Federal nº. 8.666/93 de 21 de Junho de 1993.: [1054, 416, 1261, 430]
- notice-state: Estado do Paraná.: [234, 255, 286, 262]
- notice-credenciante: Fundo Municipal de Saúde de São Pedro do Ivaí –Pr: [183, 2214, 399, 2223]
- notice-title: ADJUDICAÇÃO E HOMOLOGAÇÃO: [481, 1121, 655, 1132]
- notice-company: L.B. JUNIOR & CIA LTDA.: [799, 1403, 1015, 1412]
- notice-place-date: São Pedro do Ivaí – Paraná, 06 de Março de 2023: [1107, 1282, 1226, 1289]
- notice-term-highlight: TERMO DE INEXIGIBILIDADE DE LICITAÇÃO Nº. 008 / 2023, CREDENCIAMENTO Nº. 002 / 2023,: [737, 1013, 1015, 1026]
- notice-box: [1036, 1069, 1332, 1489]
- notice-intro: A Prefeita Municipal de São Pedro do Ivaí, Estado do Paraná, nos termos do Art.43, inciso VI da Lei federal nº. 8.666/93 e suas modificações, adjudica e homologa o objeto do TERMO DE INEXIGIBILIDADE DE LICITAÇÃO Nº. 008 / 2023, CREDENCIAMENTO Nº. 002 / 2023, declarando oficialmente contratada a empresa:: [737, 1006, 1015, 1026]
- notice-municipality: Prefeitura Municipal de São Pedro do Ivaí: [499, 1547, 669, 1559]
- notice-object: OBJETO: Credenciamento de Pessoas Jurídica da área da saúde para prestação de serviços especializados em geral, junto a rede de Saúde Municipal, para preenchimento dos referidos cargos, existentes na Secretaria Municipal de Saúde.: [737, 1094, 1015, 1114]
- notice-place-date: São Pedro do Ivaí – Paraná, 06 de Março de 2023: [183, 1178, 302, 1185]
- notice-intro: A Prefeita Municipal de São Pedro do Ivaí, Estado do Paraná, nos termos do Art.43, inciso VI da Lei federal nº. 8.666/93 e suas modificações, adjudica e homologa o objeto do TERMO DE INEXIGIBILIDADE DE LICITAÇÃO Nº. 008 / 2023, CREDENCIAMENTO Nº. 002 / 2023, declarando oficialmente contratada a empresa:: [121, 1772, 399, 1792]
- notice-legal-basis: EMBASAMENTO LEGAL: Artigo 25, da Lei Federal nº. 8.666/93 de 21 de Junho de 1993.: [130, 2286, 337, 2300]
- notice-cnpj: 27.394.138/0001-83: [1107, 2021, 1323, 2030]
